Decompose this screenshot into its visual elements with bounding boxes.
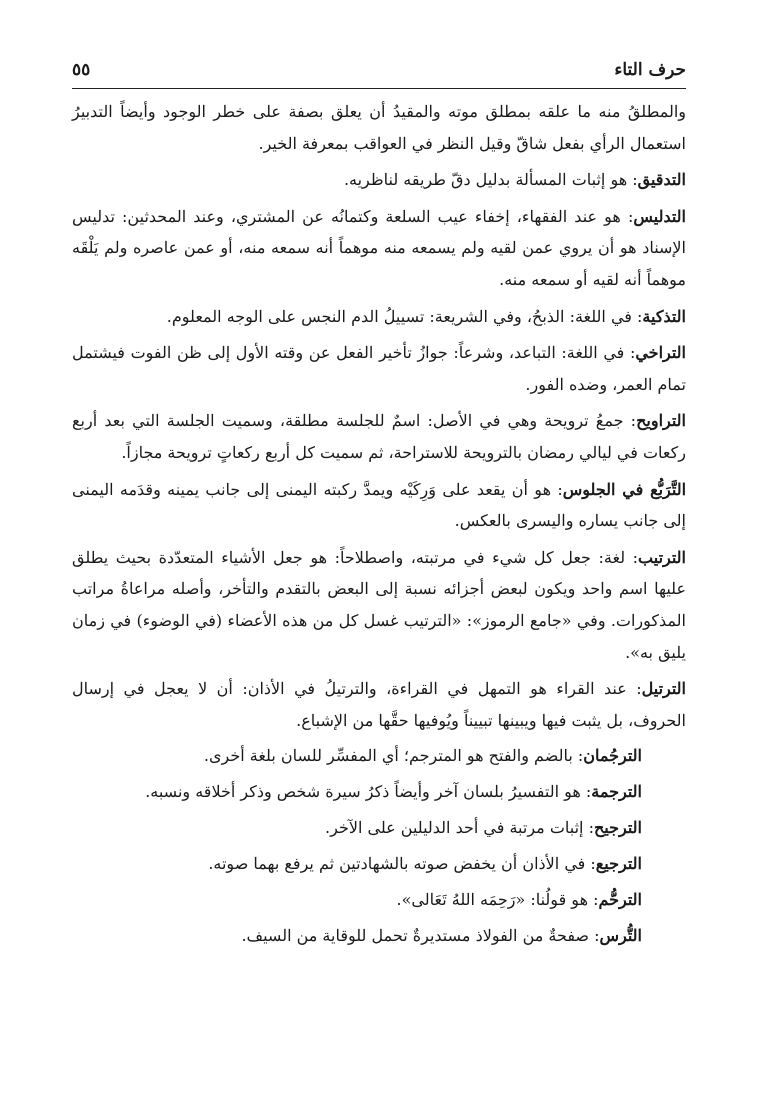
entry-text: : هو إثبات المسألة بدليل دقّ طريقه لناظريه. <box>343 170 638 190</box>
entry-term: الترجُمان <box>583 746 642 766</box>
entry-term: التراويح <box>636 411 686 431</box>
page-header <box>72 58 686 89</box>
entry-term: التذكية <box>642 306 686 326</box>
entry-tadqiq <box>72 164 686 196</box>
entry-text: : بالضم والفتح هو المترجم؛ أي المفسِّر للسان بلغة أخرى. <box>203 746 584 766</box>
entry-term: الترجيح <box>593 818 642 838</box>
entry-text: : في اللغة: التباعد، وشرعاً: جوازُ تأخير الفعل عن وقته الأول إلى ظن الفوت فيشتمل تمام العمر، وضده الفور. <box>72 343 686 394</box>
entry-text: : هو أن يقعد على وَرِكَيْه ويمدَّ ركبته اليمنى إلى جانب يمينه وقدَمه اليمنى إلى جانب يساره واليسرى بالعكس. <box>72 479 686 531</box>
entry-tarjama <box>72 777 642 807</box>
entry-tarawih <box>72 405 686 468</box>
entry-text: : لغة: جعل كل شيء في مرتبته، واصطلاحاً: هو جعل الأشياء المتعدّدة بحيث يطلق عليها اسم واحد ويكون لبعض أجزائه نسبة إلى البعض بالتقدم والتأخر، وأصله مراعاةُ مراتب المذكورات. وفي «جامع الرموز»: «الترتيب غسل كل من هذه الأعضاء (في الوضوء) في زمان يليق به». <box>72 547 686 662</box>
entry-term: الترتيب <box>638 547 686 567</box>
entry-term: التَّرَبُّع في الجلوس <box>562 479 687 499</box>
entry-term: التدقيق <box>637 170 686 190</box>
entry-text: : في اللغة: الذبحُ، وفي الشريعة: تسييلُ الدم النجس على الوجه المعلوم. <box>166 306 643 326</box>
entry-term: الترحُّم <box>598 890 642 910</box>
entry-tarahhum <box>72 885 642 915</box>
entry-term: الترتيل <box>641 679 686 699</box>
entry-tarjih <box>72 813 642 843</box>
entry-term: التُّرس <box>599 926 642 946</box>
dictionary-entries <box>72 96 686 957</box>
entry-text: : صفحةٌ من الفولاذ مستديرةٌ تحمل للوقاية من السيف. <box>241 926 600 946</box>
entry-text: : هو التفسيرُ بلسان آخر وأيضاً ذكرُ سيرة شخص وذكر أخلاقه ونسبه. <box>145 782 592 802</box>
entry-text: والمطلقُ منه ما علقه بمطلق موته والمقيدُ أن يعلق بصفة على خطر الوجود وأيضاً التدبيرُ استعمال الرأي بفعل شاقّ وقيل النظر في العواقب بمعرفة الخير. <box>72 102 686 153</box>
entry-tartib <box>72 542 686 668</box>
entry-turs <box>72 921 642 951</box>
entry-continuation <box>72 96 686 159</box>
entry-text: : هو قولُنا: «رَحِمَه اللهُ تَعَالى». <box>396 890 599 910</box>
chapter-title: حرف التاء <box>614 60 686 80</box>
entry-text: : جمعُ ترويحة وهي في الأصل: اسمٌ للجلسة مطلقة، وسميت الجلسة التي بعد أربع ركعات في ليالي رمضان بالترويحة للاستراحة، ثم سميت كل أربع ركعاتٍ ترويحة مجازاً. <box>72 411 686 462</box>
entry-tarji <box>72 849 642 879</box>
entry-tarjuman <box>72 741 642 771</box>
entry-term: التراخي <box>635 343 686 363</box>
entry-tadlis <box>72 201 686 296</box>
entry-text: : هو عند الفقهاء، إخفاء عيب السلعة وكتمانُه عن المشتري، وعند المحدثين: تدليس الإسناد هو أن يروي عمن لقيه ولم يسمعه منه موهماً أنه سمعه منه، أو عمن عاصره ولم يَلْقَه موهماً أنه لقيه أو سمعه منه. <box>72 206 686 289</box>
entry-tartil <box>72 673 686 736</box>
entry-tarabbu <box>72 474 686 537</box>
entry-tadhkiya <box>72 301 686 333</box>
entry-term: الترجمة <box>591 782 642 802</box>
entry-term: الترجيع <box>595 854 642 874</box>
entry-text: : إثبات مرتبة في أحد الدليلين على الآخر. <box>325 818 594 838</box>
entry-text: : في الأذان أن يخفض صوته بالشهادتين ثم يرفع بهما صوته. <box>208 854 596 874</box>
entry-term: التدليس <box>633 206 686 226</box>
entry-tarakhi <box>72 337 686 400</box>
entry-text: : عند القراء هو التمهل في القراءة، والترتيلُ في الأذان: أن لا يعجل في إرسال الحروف، بل يثبت فيها ويبينها تبييناً ويُوفيها حقَّها من الإشباع. <box>72 679 686 730</box>
page-number: ٥٥ <box>72 60 91 80</box>
